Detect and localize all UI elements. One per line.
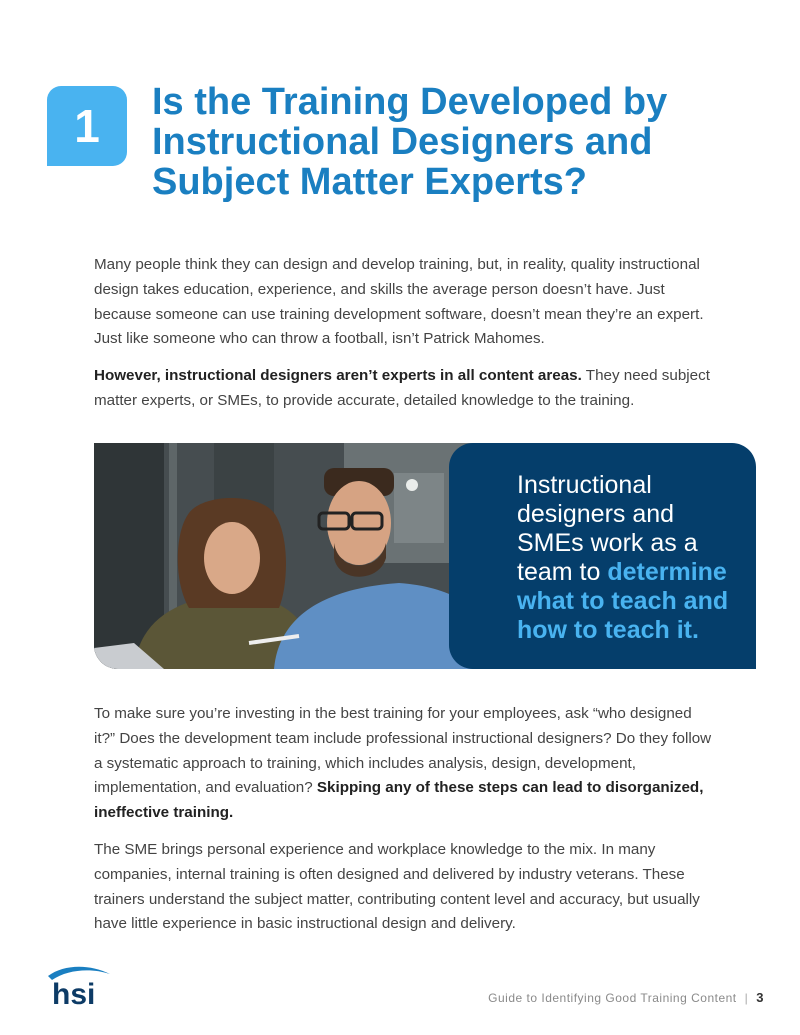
team-photo-illustration: [94, 443, 504, 669]
designers-emphasis: However, instructional designers aren’t experts in all content areas.: [94, 367, 582, 384]
page-title: Is the Training Developed by Instructional Designers and Subject Matter Experts?: [152, 81, 668, 203]
investment-text: To make sure you’re investing in the best training for your employees, ask “who designed it?” Does the development team include professional instructional designers? Do they follow a systematic approach to training, which includes analysis, design, development, implementation, and evaluation?: [94, 705, 712, 797]
investment-emphasis: Skipping any of these steps can lead to disorganized, ineffective training.: [94, 779, 704, 822]
designers-paragraph: [94, 364, 714, 414]
section-number-badge: 1: [47, 86, 127, 166]
designers-text: They need subject matter experts, or SMEs, to provide accurate, detailed knowledge to the training.: [94, 367, 710, 409]
page-footer: [488, 990, 764, 1005]
callout-box: [449, 443, 756, 669]
team-photo: [94, 443, 504, 669]
guide-title: Guide to Identifying Good Training Content: [488, 991, 737, 1005]
logo-text: hsi: [52, 978, 96, 1008]
hsi-logo-icon: [46, 962, 112, 1008]
callout-text: [517, 471, 742, 645]
investment-paragraph: [94, 702, 714, 826]
callout-normal-text: Instructional designers and SMEs work as a team to: [517, 471, 698, 586]
sme-paragraph: The SME brings personal experience and workplace knowledge to the mix. In many companies, internal training is often designed and delivered by industry veterans. These trainers understand the subject matter, contributing content level and accuracy, but usually have little experience in basic instructional design and delivery.: [94, 841, 700, 933]
intro-paragraph: Many people think they can design and develop training, but, in reality, quality instructional design takes education, experience, and skills the average person doesn’t have. Just because someone can use training development software, doesn’t mean they’re an expert. Just like someone who can throw a football, isn’t Patrick Mahomes.: [94, 256, 704, 348]
page-number: 3: [756, 990, 764, 1005]
callout-highlight: determine what to teach and how to teach it.: [517, 558, 729, 644]
footer-separator: |: [744, 991, 749, 1005]
